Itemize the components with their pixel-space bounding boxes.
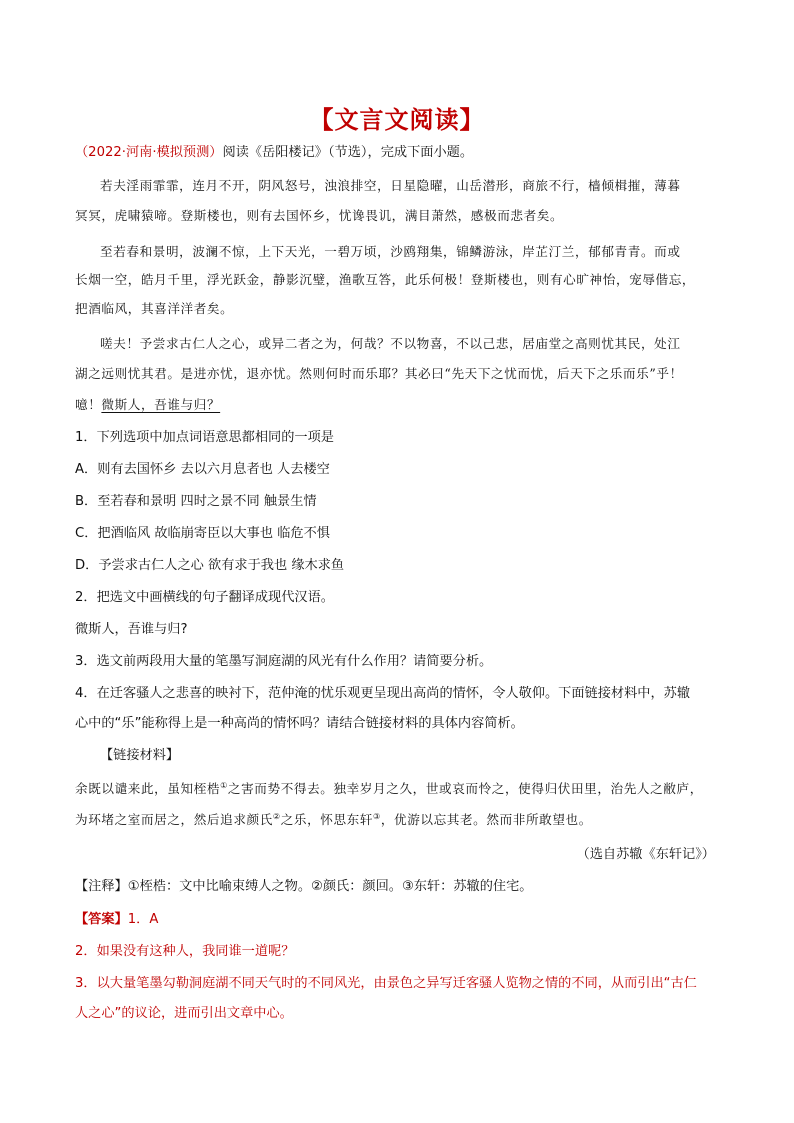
option-a: A．则有去国怀乡 去以六月息者也 人去楼空 — [75, 462, 330, 477]
link-text: ，优游以忘其老。然而非所敢望也。 — [380, 812, 592, 827]
answer-label: 【答案】 — [75, 912, 128, 927]
link-text: 为环堵之室而居之，然后追求颜氏 — [75, 812, 273, 827]
passage-line — [75, 395, 725, 415]
source-tag: （2022·河南·模拟预测） — [75, 145, 223, 160]
question-3: 3．选文前两段用大量的笔墨写洞庭湖的风光有什么作用？请简要分析。 — [75, 654, 493, 669]
question-intro — [75, 143, 725, 163]
footnote-marker: ③ — [373, 811, 381, 821]
answer-text: 1．A — [127, 912, 159, 927]
passage-line: 长烟一空，皓月千里，浮光跃金，静影沉璧，渔歌互答，此乐何极！登斯楼也，则有心旷神怡，宠辱偕忘， — [75, 272, 696, 287]
answer-1 — [75, 910, 725, 930]
question-1: 1．下列选项中加点词语意思都相同的一项是 — [75, 430, 334, 445]
answer-3: 3．以大量笔墨勾勒洞庭湖不同天气时的不同风光，由景色之异写迁客骚人览物之情的不同，从而引出“古仁 — [75, 976, 697, 991]
footnote-marker: ① — [220, 780, 228, 790]
annotation: 【注释】①桎梏：文中比喻束缚人之物。②颜氏：颜回。③东轩：苏辙的住宅。 — [75, 879, 533, 894]
intro-text: 阅读《岳阳楼记》（节选），完成下面小题。 — [222, 145, 474, 160]
link-material-heading: 【链接材料】 — [100, 748, 180, 763]
page-title: 【文言文阅读】 — [309, 106, 485, 134]
option-b: B．至若春和景明 四时之景不同 触景生情 — [75, 494, 317, 509]
question-4: 4．在迁客骚人之悲喜的映衬下，范仲淹的忧乐观更呈现出高尚的情怀，令人敬仰。下面链接材料中，苏辙 — [75, 686, 691, 701]
link-text: 余既以谴来此，虽知桎梏 — [75, 781, 221, 796]
answer-3: 人之心”的议论，进而引出文章中心。 — [75, 1006, 293, 1021]
passage-line: 冥冥，虎啸猿啼。登斯楼也，则有去国怀乡，忧谗畏讥，满目萧然，感极而悲者矣。 — [75, 208, 564, 223]
question-4: 心中的“乐”能称得上是一种高尚的情怀吗？请结合链接材料的具体内容简析。 — [75, 716, 524, 731]
passage-line: 至若春和景明，波澜不惊，上下天光，一碧万顷，沙鸥翔集，锦鳞游泳，岸芷汀兰，郁郁青青。而或 — [100, 244, 681, 259]
question-2-sentence: 微斯人，吾谁与归? — [75, 622, 188, 637]
passage-line: 湖之远则忧其君。是进亦忧，退亦忧。然则何时而乐耶？其必曰“先天下之忧而忧，后天下之乐而乐”乎！ — [75, 366, 683, 381]
option-d: D．予尝求古仁人之心 欲有求于我也 缘木求鱼 — [75, 558, 345, 573]
option-c: C．把酒临风 故临崩寄臣以大事也 临危不惧 — [75, 526, 330, 541]
footnote-marker: ② — [272, 811, 281, 821]
underlined-sentence: 微斯人，吾谁与归？ — [101, 397, 221, 412]
link-text: 之害而势不得去。独幸岁月之久，世或哀而怜之，使得归伏田里，治先人之敝庐， — [227, 781, 703, 796]
passage-text: 噫！ — [75, 397, 102, 412]
passage-line: 嗟夫！予尝求古仁人之心，或异二者之为，何哉？不以物喜，不以己悲，居庙堂之高则忧其民，处江 — [100, 336, 681, 351]
link-material-source: （选自苏辙《东轩记》） — [576, 847, 715, 862]
passage-line: 把酒临风，其喜洋洋者矣。 — [75, 301, 234, 316]
passage-line: 若夫淫雨霏霏，连月不开，阴风怒号，浊浪排空，日星隐曜，山岳潜形，商旅不行，樯倾楫摧，薄暮 — [100, 178, 681, 193]
link-material-line — [75, 779, 725, 799]
link-material-line — [75, 810, 725, 830]
answer-2: 2．如果没有这种人，我同谁一道呢？ — [75, 944, 295, 959]
question-2: 2．把选文中画横线的句子翻译成现代汉语。 — [75, 590, 334, 605]
link-text: 之乐，怀思东轩 — [280, 812, 374, 827]
